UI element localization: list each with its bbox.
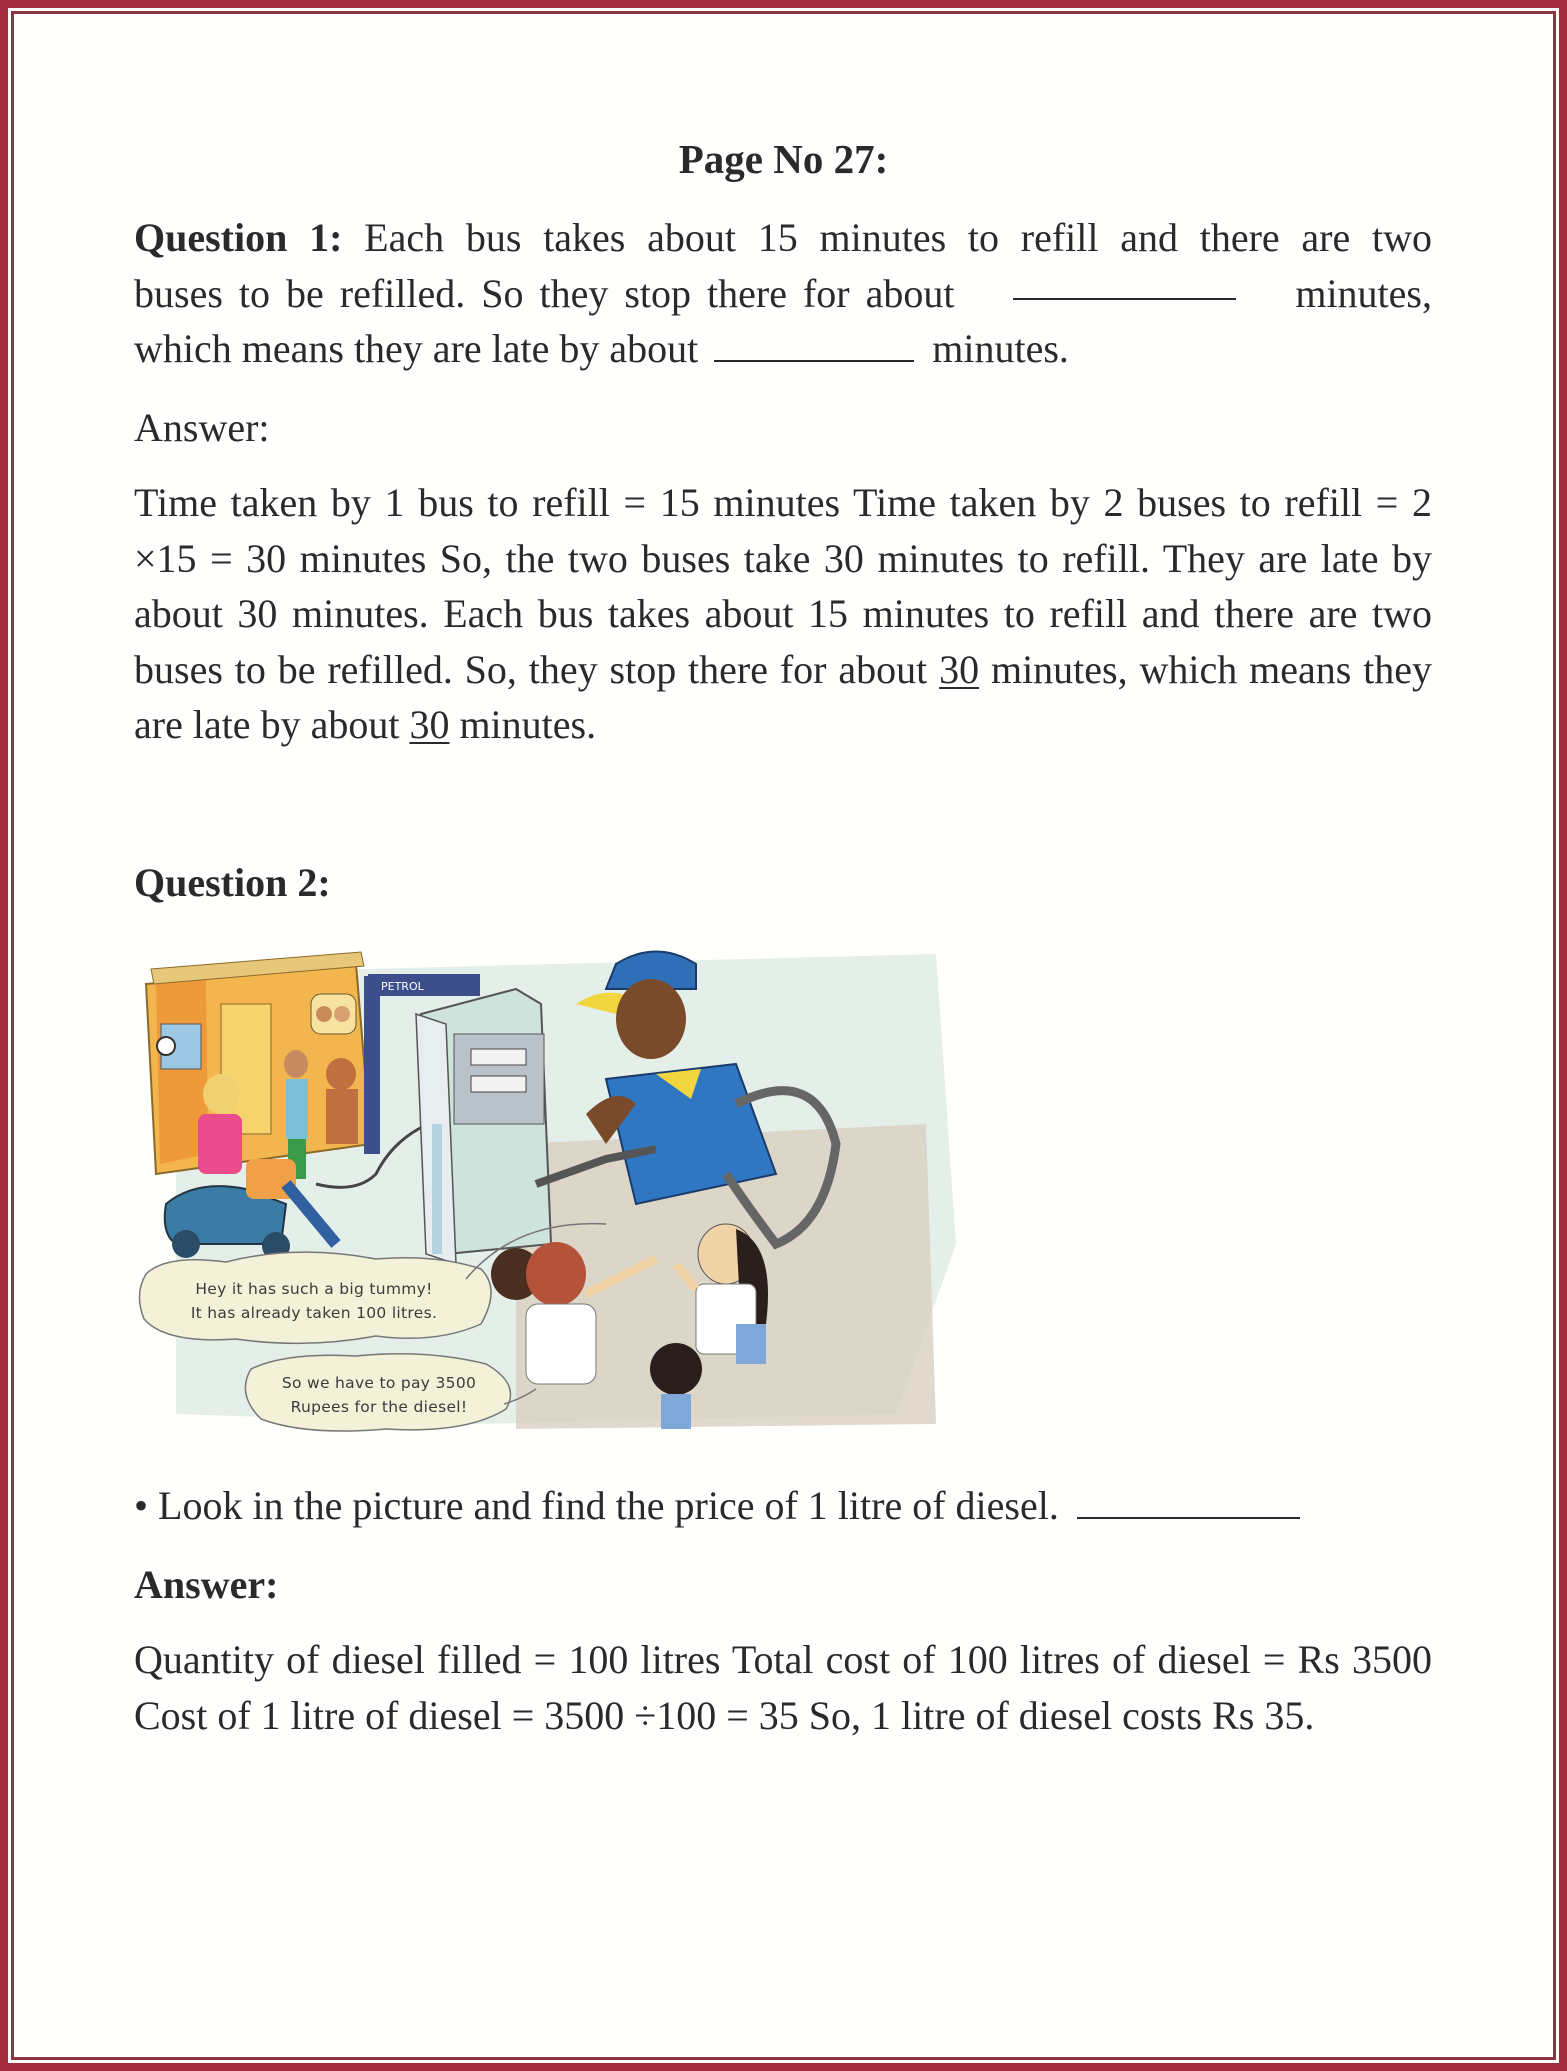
svg-text:It has already taken 100 litre: It has already taken 100 litres. xyxy=(190,1304,438,1322)
svg-text:Hey it has such a big tummy!: Hey it has such a big tummy! xyxy=(195,1280,433,1298)
question-2-prompt: • Look in the picture and find the price of 1 litre of diesel. xyxy=(134,1478,1300,1533)
answer-fill-30-a: 30 xyxy=(939,646,980,692)
question-1 xyxy=(134,210,1432,377)
page-title: Page No 27: xyxy=(678,136,889,182)
answer-fill-30-b: 30 xyxy=(409,702,450,747)
answer-blank-3[interactable] xyxy=(1077,1485,1300,1519)
question-1-line-1: Question 1: Each bus takes about 15 minutes to refill and there are two xyxy=(134,215,1433,260)
answer-2-text: Quantity of diesel filled = 100 litres Total cost of 100 litres of diesel = Rs 3500 Cost of 1 litre of diesel = 3500 ÷100 = 35 So, 1 litre of diesel costs Rs 35. xyxy=(134,1637,1432,1738)
svg-text:So we have to pay 3500: So we have to pay 3500 xyxy=(281,1374,477,1392)
answer-1-label: Answer: xyxy=(134,405,270,450)
answer-1-text: Time taken by 1 bus to refill = 15 minutes Time taken by 2 buses to refill = 2 ×15 = 30 minutes So, the two buses take 30 minutes to refill. They are late by about 30 minutes. Each bus takes about 15 minutes to refill and there are two buses to be refilled. So, they stop there for about 30 minutes, which means they are late by about 30 minutes. xyxy=(134,480,1433,747)
svg-text:Rupees for the diesel!: Rupees for the diesel! xyxy=(290,1398,468,1416)
answer-2-label: Answer: xyxy=(134,1562,279,1607)
question-1-line-2: buses to be refilled. So they stop there for about minutes, xyxy=(134,266,1432,322)
answer-blank-2[interactable] xyxy=(714,328,914,362)
petrol-pump-illustration xyxy=(136,944,966,1436)
diesel-pump xyxy=(416,989,551,1264)
question-1-line-3: which means they are late by about minutes. xyxy=(134,326,1069,371)
answer-blank-1[interactable] xyxy=(1013,266,1236,300)
question-1-label: Question 1: xyxy=(134,215,343,260)
question-2-label: Question 2: xyxy=(134,860,331,905)
svg-text:PETROL: PETROL xyxy=(381,980,424,993)
